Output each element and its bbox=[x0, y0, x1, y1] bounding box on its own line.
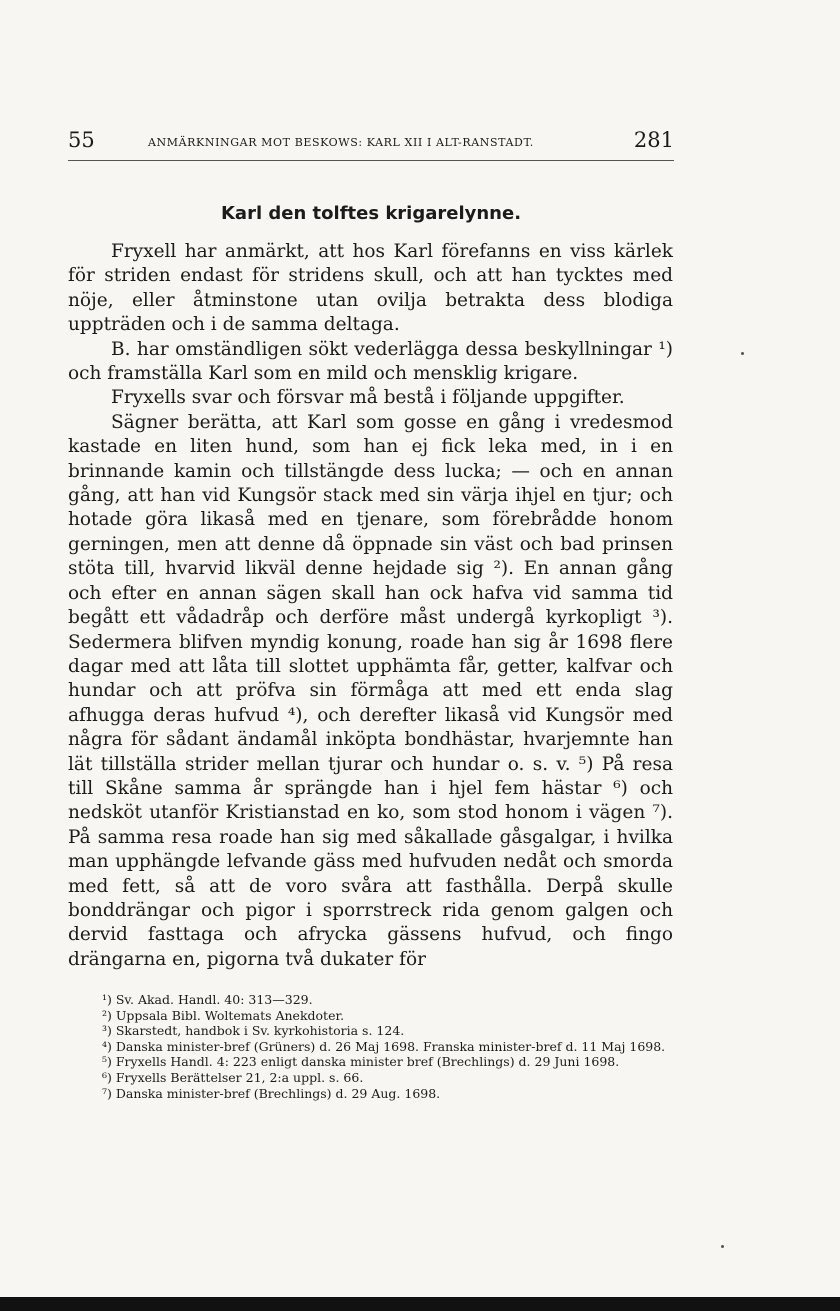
body-text bbox=[68, 240, 673, 972]
running-title: ANMÄRKNINGAR MOT BESKOWS: KARL XII I ALT-RANSTADT. bbox=[148, 136, 534, 149]
footnote: ⁴) Danska minister-bref (Grüners) d. 26 Maj 1698. Franska minister-bref d. 11 Maj 1698. bbox=[102, 1038, 666, 1054]
page-header bbox=[68, 128, 674, 158]
page-number-left: 55 bbox=[68, 128, 95, 152]
paragraph: Sägner berätta, att Karl som gosse en gång i vredesmod kastade en liten hund, som han ej fick leka med, in i en brinnande kamin och tillstängde dess lucka; — och en annan gång, att han vid Kungsör stack med sin värja ihjel en tjur; och hotade göra likaså med en tjenare, som förebrådde honom gerningen, men att denne då öppnade sin väst och bad prinsen stöta till, hvarvid likväl denne hejdade sig ²). En annan gång och efter en annan sägen skall han ock hafva vid samma tid begått ett vådadråp och derföre måst undergå kyrkopligt ³). Sedermera blifven myndig konung, roade han sig år 1698 flere dagar med att låta till slottet upphämta får, getter, kalfvar och hundar och att pröfva sin förmåga att med ett enda slag afhugga deras hufvud ⁴), och derefter likaså vid Kungsör med några för sådant ändamål inköpta bondhästar, hvarjemnte han lät tillställa strider mellan tjurar och hundar o. s. v. ⁵) På resa till Skåne samma år sprängde han i hjel fem hästar ⁶) och nedsköt utanför Kristianstad en ko, som stod honom i vägen ⁷). På samma resa roade han sig med såkallade gåsgalgar, i hvilka man upphängde lefvande gäss med hufvuden nedåt och smorda med fett, så att de voro svåra att fasthålla. Derpå skulle bonddrängar och pigor i sporrstreck rida genom galgen och dervid fasttaga och afrycka gässens hufvud, och fingo drängarna en, pigorna två dukater för bbox=[68, 411, 673, 970]
footnote: ²) Uppsala Bibl. Woltemats Anekdoter. bbox=[102, 1007, 345, 1023]
footnote: ¹) Sv. Akad. Handl. 40: 313—329. bbox=[102, 992, 313, 1007]
page-number-right: 281 bbox=[633, 128, 674, 152]
paragraph: B. har omständligen sökt vederlägga dessa beskyllningar ¹) och framställa Karl som en mild och mensklig krigare. bbox=[68, 338, 673, 385]
paragraph: Fryxells svar och försvar må bestå i följande uppgifter. bbox=[111, 387, 625, 409]
paragraph: Fryxell har anmärkt, att hos Karl förefanns en viss kärlek för striden endast för stridens skull, och att han tycktes med nöje, eller åtminstone utan ovilja betrakta dess blodiga uppträden och i de samma deltaga. bbox=[68, 241, 673, 336]
section-title: Karl den tolftes krigarelynne. bbox=[220, 203, 522, 224]
paper-speck bbox=[741, 352, 744, 355]
footnote: ⁷) Danska minister-bref (Brechlings) d. 29 Aug. 1698. bbox=[102, 1085, 441, 1101]
footnotes bbox=[62, 992, 674, 1101]
header-rule bbox=[68, 160, 674, 161]
footnote: ³) Skarstedt, handbok i Sv. kyrkohistoria s. 124. bbox=[102, 1023, 405, 1039]
footnote: ⁶) Fryxells Berättelser 21, 2:a uppl. s. 66. bbox=[102, 1069, 364, 1085]
footnote: ⁵) Fryxells Handl. 4: 223 enligt danska minister bref (Brechlings) d. 29 Juni 1698. bbox=[102, 1054, 620, 1070]
scan-edge-band bbox=[0, 1297, 840, 1311]
paper-speck bbox=[721, 1245, 724, 1248]
